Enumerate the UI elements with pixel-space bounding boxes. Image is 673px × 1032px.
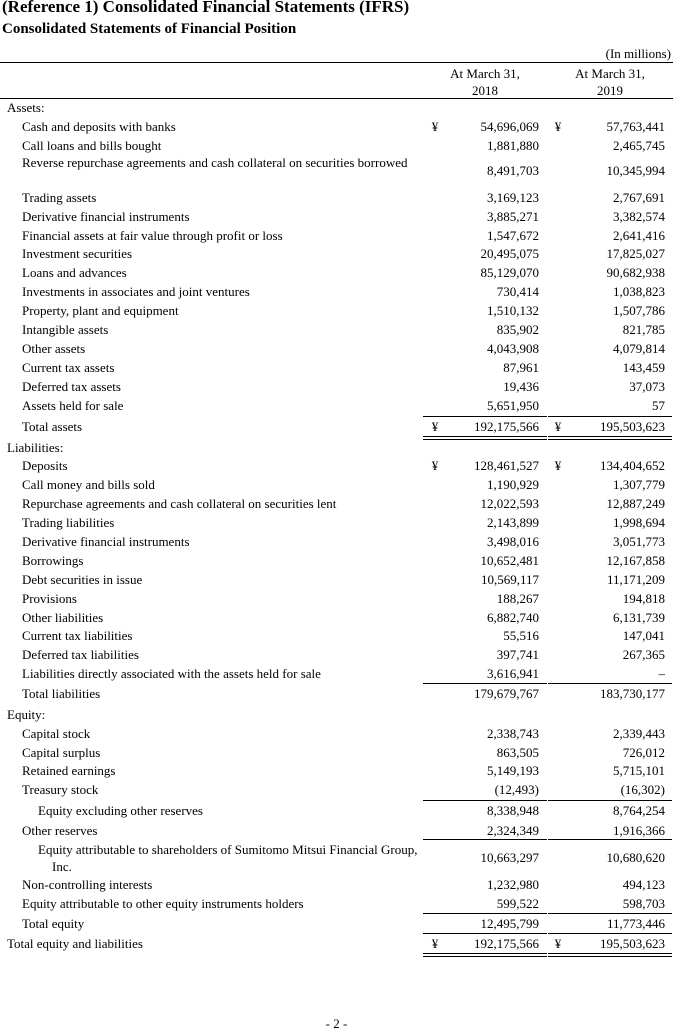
value-2018: 730,414 (496, 284, 539, 299)
row-label-other-reserves: Other reserves (22, 823, 98, 838)
value-2018: 128,461,527 (474, 458, 539, 473)
value-2019: 183,730,177 (600, 686, 665, 701)
table-row (0, 476, 673, 493)
value-2019: 194,818 (622, 591, 665, 606)
total-rule (548, 839, 672, 840)
table-row (0, 533, 673, 550)
row-label-equity-excluding-other-reserves: Equity excluding other reserves (38, 803, 203, 818)
value-2018: 835,902 (496, 322, 539, 337)
value-2018: 10,663,297 (480, 850, 539, 865)
total-rule (548, 913, 672, 914)
yen-symbol: ¥ (554, 119, 562, 134)
table-row (0, 706, 673, 723)
value-2018: 1,190,929 (487, 477, 539, 492)
value-2019: 10,345,994 (606, 163, 665, 178)
value-2019: – (658, 666, 665, 681)
value-2019: 2,767,691 (613, 190, 665, 205)
table-row (0, 495, 673, 512)
row-label-property-plant-and-equipment: Property, plant and equipment (22, 303, 179, 318)
value-2019: 598,703 (622, 896, 665, 911)
row-label-derivative-financial-instruments: Derivative financial instruments (22, 534, 190, 549)
total-rule (423, 933, 547, 934)
value-2018: 397,741 (496, 647, 539, 662)
table-row (0, 744, 673, 761)
row-label-derivative-financial-instruments: Derivative financial instruments (22, 209, 190, 224)
row-label-capital-stock: Capital stock (22, 726, 91, 741)
value-2018: 3,169,123 (487, 190, 539, 205)
row-label-retained-earnings: Retained earnings (22, 763, 116, 778)
value-2019: 2,641,416 (613, 228, 665, 243)
value-2019: 17,825,027 (606, 246, 665, 261)
row-label-total-liabilities: Total liabilities (22, 686, 101, 701)
total-rule (548, 800, 672, 801)
table-row (0, 802, 673, 819)
row-label-assets-held-for-sale: Assets held for sale (22, 398, 124, 413)
value-2018: 10,652,481 (480, 553, 539, 568)
row-label-loans-and-advances: Loans and advances (22, 265, 127, 280)
value-2018: 1,510,132 (487, 303, 539, 318)
table-row (0, 302, 673, 319)
row-label-other-assets: Other assets (22, 341, 86, 356)
row-label-provisions: Provisions (22, 591, 77, 606)
yen-symbol: ¥ (431, 419, 439, 434)
double-underline (423, 956, 547, 957)
value-2018: 85,129,070 (480, 265, 539, 280)
units-note: (In millions) (605, 46, 671, 61)
table-row (0, 627, 673, 644)
column-header-2018 (423, 65, 547, 99)
value-2018: 2,324,349 (487, 823, 539, 838)
value-2018: 863,505 (496, 745, 539, 760)
value-2018: 3,616,941 (487, 666, 539, 681)
table-row (0, 876, 673, 893)
table-row (0, 154, 673, 188)
row-label-reverse-repurchase-agreements-and-cash-collateral-on-securities-borrowed: Reverse repurchase agreements and cash collateral on securities borrowed (22, 155, 408, 170)
value-2019: 12,887,249 (606, 496, 665, 511)
value-2018: 54,696,069 (480, 119, 539, 134)
value-2019: 4,079,814 (613, 341, 665, 356)
value-2018: 20,495,075 (480, 246, 539, 261)
value-2018: 3,885,271 (487, 209, 539, 224)
table-row (0, 418, 673, 435)
table-row (0, 762, 673, 779)
value-2019: 1,507,786 (613, 303, 665, 318)
yen-symbol: ¥ (431, 119, 439, 134)
double-underline (423, 953, 547, 954)
value-2019: 134,404,652 (600, 458, 665, 473)
table-row (0, 245, 673, 262)
value-2018: 192,175,566 (474, 936, 539, 951)
row-label-financial-assets-at-fair-value-through-profit-or-loss: Financial assets at fair value through profit or loss (22, 228, 283, 243)
value-2019: 11,773,446 (606, 916, 665, 931)
value-2018: 8,491,703 (487, 163, 539, 178)
row-label-current-tax-assets: Current tax assets (22, 360, 115, 375)
value-2019: 195,503,623 (600, 936, 665, 951)
column-header-2018-line1: At March 31, (450, 66, 520, 81)
value-2018: 4,043,908 (487, 341, 539, 356)
total-rule (423, 416, 547, 417)
value-2019: 57 (652, 398, 665, 413)
value-2018: 1,881,880 (487, 138, 539, 153)
row-label-cash-and-deposits-with-banks: Cash and deposits with banks (22, 119, 176, 134)
value-2018: 12,022,593 (480, 496, 539, 511)
value-2018: 12,495,799 (480, 916, 539, 931)
table-row (0, 665, 673, 682)
value-2019: 3,051,773 (613, 534, 665, 549)
yen-symbol: ¥ (554, 419, 562, 434)
row-label-assets: Assets: (7, 100, 45, 115)
table-row (0, 118, 673, 135)
row-label-deferred-tax-assets: Deferred tax assets (22, 379, 121, 394)
value-2018: 1,232,980 (487, 877, 539, 892)
row-label-borrowings: Borrowings (22, 553, 84, 568)
total-rule (423, 839, 547, 840)
table-row (0, 340, 673, 357)
table-row (0, 457, 673, 474)
value-2019: 726,012 (622, 745, 665, 760)
row-label-repurchase-agreements-and-cash-collateral-on-securities-lent: Repurchase agreements and cash collateral on securities lent (22, 496, 337, 511)
column-header-2019 (548, 65, 672, 99)
value-2019: 1,307,779 (613, 477, 665, 492)
value-2018: 188,267 (496, 591, 539, 606)
row-label-treasury-stock: Treasury stock (22, 782, 99, 797)
yen-symbol: ¥ (554, 458, 562, 473)
value-2018: 599,522 (496, 896, 539, 911)
total-rule (548, 933, 672, 934)
value-2018: 6,882,740 (487, 610, 539, 625)
total-rule (423, 913, 547, 914)
value-2018: 1,547,672 (487, 228, 539, 243)
row-label-total-equity-and-liabilities: Total equity and liabilities (7, 936, 143, 951)
row-label-current-tax-liabilities: Current tax liabilities (22, 628, 133, 643)
value-2019: 1,998,694 (613, 515, 665, 530)
value-2018: 19,436 (503, 379, 539, 394)
value-2019: 821,785 (622, 322, 665, 337)
total-rule (548, 683, 672, 684)
double-underline (548, 436, 672, 437)
table-row (0, 552, 673, 569)
row-label-non-controlling-interests: Non-controlling interests (22, 877, 153, 892)
row-label-total-equity: Total equity (22, 916, 85, 931)
table-row (0, 822, 673, 839)
total-rule (423, 683, 547, 684)
row-label-intangible-assets: Intangible assets (22, 322, 109, 337)
table-row (0, 781, 673, 798)
table-row (0, 359, 673, 376)
value-2019: 5,715,101 (613, 763, 665, 778)
row-label-call-loans-and-bills-bought: Call loans and bills bought (22, 138, 162, 153)
value-2019: 90,682,938 (606, 265, 665, 280)
value-2019: 10,680,620 (606, 850, 665, 865)
table-row (0, 99, 673, 116)
table-row (0, 264, 673, 281)
table-row (0, 321, 673, 338)
value-2018: 55,516 (503, 628, 539, 643)
value-2019: 267,365 (622, 647, 665, 662)
table-row (0, 915, 673, 932)
value-2018: 2,143,899 (487, 515, 539, 530)
double-underline (548, 953, 672, 954)
value-2018: 179,679,767 (474, 686, 539, 701)
row-label-investment-securities: Investment securities (22, 246, 133, 261)
row-label-deposits: Deposits (22, 458, 68, 473)
row-label-total-assets: Total assets (22, 419, 83, 434)
value-2019: 2,339,443 (613, 726, 665, 741)
yen-symbol: ¥ (554, 936, 562, 951)
yen-symbol: ¥ (431, 458, 439, 473)
row-label-trading-liabilities: Trading liabilities (22, 515, 115, 530)
value-2018: (12,493) (494, 782, 539, 797)
value-2019: 12,167,858 (606, 553, 665, 568)
table-row (0, 137, 673, 154)
row-label-liabilities-directly-associated-with-the-assets-held-for-sale: Liabilities directly associated with the assets held for sale (22, 666, 321, 681)
table-row (0, 590, 673, 607)
value-2019: 8,764,254 (613, 803, 665, 818)
value-2019: 11,171,209 (606, 572, 665, 587)
table-row (0, 685, 673, 702)
table-row (0, 189, 673, 206)
row-label-equity-attributable-to-shareholders-of-sumitomo-mitsui-financial-group-inc: Equity attributable to shareholders of Sumitomo Mitsui Financial Group, Inc. (38, 842, 418, 874)
double-underline (548, 956, 672, 957)
value-2018: 192,175,566 (474, 419, 539, 434)
total-rule (423, 800, 547, 801)
value-2019: 494,123 (622, 877, 665, 892)
value-2019: 1,038,823 (613, 284, 665, 299)
table-row (0, 439, 673, 456)
table-row (0, 725, 673, 742)
value-2019: 37,073 (629, 379, 665, 394)
value-2019: 195,503,623 (600, 419, 665, 434)
value-2019: 57,763,441 (606, 119, 665, 134)
value-2019: 143,459 (622, 360, 665, 375)
value-2018: 8,338,948 (487, 803, 539, 818)
value-2019: 6,131,739 (613, 610, 665, 625)
column-header-2019-line1: At March 31, (575, 66, 645, 81)
column-header-2019-line2: 2019 (597, 83, 623, 98)
yen-symbol: ¥ (431, 936, 439, 951)
row-label-trading-assets: Trading assets (22, 190, 97, 205)
row-label-equity: Equity: (7, 707, 46, 722)
table-row (0, 935, 673, 952)
column-header-2018-line2: 2018 (472, 83, 498, 98)
value-2018: 2,338,743 (487, 726, 539, 741)
value-2019: 2,465,745 (613, 138, 665, 153)
table-row (0, 646, 673, 663)
page-number: - 2 - (325, 1016, 348, 1031)
row-label-other-liabilities: Other liabilities (22, 610, 104, 625)
header-rule-top (0, 62, 673, 63)
table-row (0, 895, 673, 912)
row-label-liabilities: Liabilities: (7, 440, 64, 455)
value-2018: 3,498,016 (487, 534, 539, 549)
row-label-call-money-and-bills-sold: Call money and bills sold (22, 477, 155, 492)
double-underline (423, 436, 547, 437)
table-row (0, 841, 673, 875)
row-label-equity-attributable-to-other-equity-instruments-holders: Equity attributable to other equity instruments holders (22, 896, 304, 911)
table-row (0, 378, 673, 395)
table-row (0, 397, 673, 414)
row-label-deferred-tax-liabilities: Deferred tax liabilities (22, 647, 139, 662)
value-2018: 87,961 (503, 360, 539, 375)
row-label-debt-securities-in-issue: Debt securities in issue (22, 572, 143, 587)
table-row (0, 283, 673, 300)
value-2019: (16,302) (620, 782, 665, 797)
total-rule (548, 416, 672, 417)
table-row (0, 514, 673, 531)
value-2018: 10,569,117 (480, 572, 539, 587)
table-row (0, 227, 673, 244)
row-label-investments-in-associates-and-joint-ventures: Investments in associates and joint ventures (22, 284, 250, 299)
statement-subtitle: Consolidated Statements of Financial Position (2, 21, 297, 37)
value-2019: 147,041 (622, 628, 665, 643)
row-label-capital-surplus: Capital surplus (22, 745, 101, 760)
value-2018: 5,651,950 (487, 398, 539, 413)
table-row (0, 609, 673, 626)
document-title: (Reference 1) Consolidated Financial Statements (IFRS) (2, 0, 410, 16)
value-2018: 5,149,193 (487, 763, 539, 778)
value-2019: 3,382,574 (613, 209, 665, 224)
table-row (0, 571, 673, 588)
table-row (0, 208, 673, 225)
value-2019: 1,916,366 (613, 823, 665, 838)
